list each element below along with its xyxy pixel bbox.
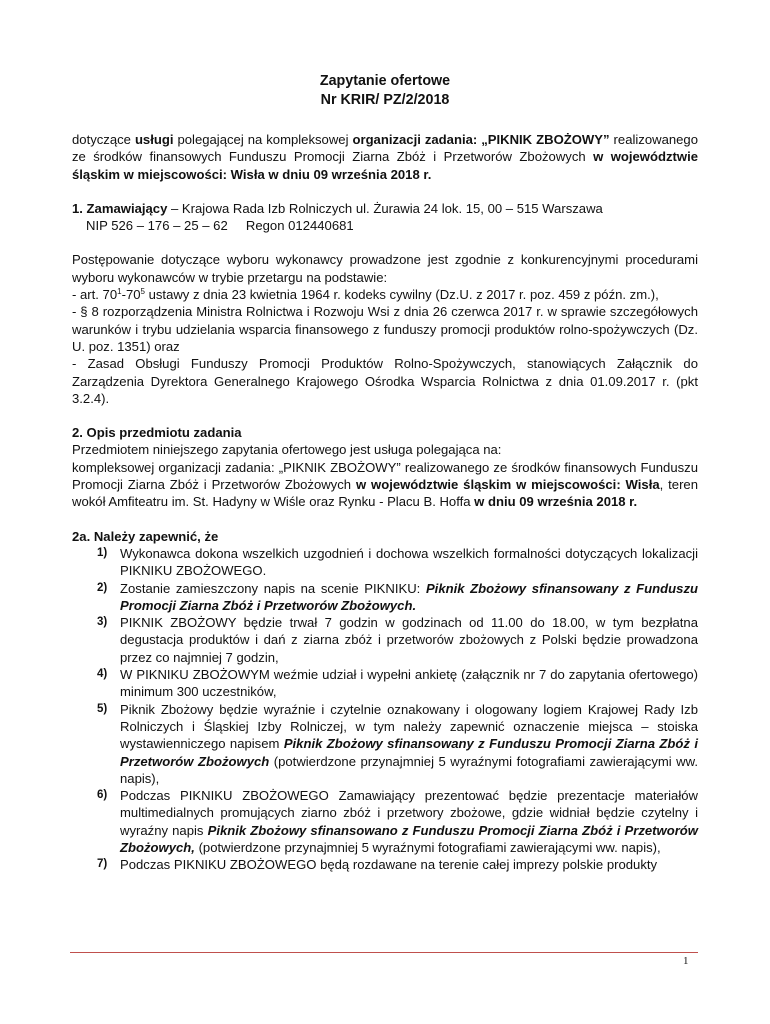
section-2-line-1: Przedmiotem niniejszego zapytania ofertowego jest usługa polegająca na: <box>72 442 502 458</box>
list-item-text: Piknik Zbożowy będzie wyraźnie i czytelnie oznakowany i ologowany logiem Krajowej Rady Izb Rolniczych i Śląskiej Izby Rolniczej, w tym należy zapewnić oznaczenie miejsca – stoiska wystawienniczego napisem <box>120 701 698 752</box>
intro-t2: usługi <box>134 132 174 147</box>
section-2-paragraph <box>72 459 698 511</box>
document-page <box>72 72 698 874</box>
page-number: 1 <box>683 955 689 967</box>
section-1-line-2: NIP 526 – 176 – 25 – 62 Regon 012440681 <box>86 218 354 234</box>
list-item-text: Wykonawca dokona wszelkich uzgodnień i dochowa wszelkich formalności dotyczących lokalizacji PIKNIKU ZBOŻOWEGO. <box>120 545 698 579</box>
section-2-t2: w województwie śląskim w miejscowości: Wisła <box>355 477 660 493</box>
list-item-emphasis: Piknik Zbożowy sfinansowany z Funduszu Promocji Ziarna Zbóż i Przetworów Zbożowych <box>120 736 698 769</box>
document-title <box>72 72 698 110</box>
footer-divider <box>70 952 698 953</box>
list-item-emphasis: Piknik Zbożowy sfinansowano z Funduszu Promocji Ziarna Zbóż i Przetworów Zbożowych, <box>120 822 698 855</box>
intro-t4: organizacji zadania: „PIKNIK ZBOŻOWY” <box>352 132 610 147</box>
procedure-p2a: - art. 70 <box>72 287 118 303</box>
list-item-number: 6) <box>97 789 108 802</box>
list-item-number: 2) <box>97 581 108 594</box>
intro-t1: dotyczące <box>72 132 135 147</box>
section-2a-heading: 2a. Należy zapewnić, że <box>72 528 219 544</box>
list-item-number: 4) <box>97 668 108 681</box>
section-2 <box>72 424 698 510</box>
list-item <box>72 701 698 787</box>
section-2-t3: , teren wokół Amfiteatru im. St. Hadyny w Wiśle oraz Rynku - Placu B. Hoffa <box>72 477 698 510</box>
list-item-text-end: (potwierdzone przynajmniej 5 wyraźnymi fotografiami zawierającymi ww. napis), <box>194 839 661 855</box>
list-item-text: Podczas PIKNIKU ZBOŻOWEGO Zamawiający prezentować będzie prezentacje materiałów multimedialnych promujących ziarno zbóż i przetwory zbożowe, gdzie widniał będzie czytelny i wyraźny napis <box>120 788 698 838</box>
procedure-p2-sup2: 5 <box>140 287 145 297</box>
section-2-heading: 2. Opis przedmiotu zadania <box>72 425 242 441</box>
list-item-text-end: (potwierdzone przynajmniej 5 wyraźnymi fotografiami zawierającymi ww. napis), <box>120 753 698 786</box>
intro-paragraph <box>72 131 698 183</box>
list-item <box>72 545 698 580</box>
procedure-p1: Postępowanie dotyczące wyboru wykonawcy prowadzone jest zgodnie z konkurencyjnymi procedurami wyboru wykonawców w trybie przetargu na podstawie: <box>72 252 698 285</box>
section-2-t4: w dniu 09 września 2018 r. <box>474 494 638 510</box>
intro-t3: polegającej na kompleksowej <box>173 132 353 147</box>
procedure-p4: - Zasad Obsługi Funduszy Promocji Produktów Rolno-Spożywczych, stanowiących Załącznik do Zarządzenia Dyrektora Generalnego Krajowego Ośrodka Wsparcia Rolnictwa z dnia 01.09.2017 r. (pkt 3.2.4). <box>72 356 698 406</box>
procedure-p2-sup1: 1 <box>117 287 122 297</box>
intro-t6: w województwie śląskim w miejscowości: Wisła w dniu 09 września 2018 r. <box>72 149 699 182</box>
list-item <box>72 856 698 873</box>
list-item-number: 5) <box>97 702 108 715</box>
section-2a <box>72 528 698 874</box>
title-line-2: Nr KRIR/ PZ/2/2018 <box>320 92 450 108</box>
procedure-p2b: -70 <box>121 287 141 303</box>
procedure-p2 <box>72 286 698 303</box>
list-item <box>72 666 698 701</box>
procedure-block <box>72 251 698 407</box>
section-1-heading: 1. Zamawiający <box>72 200 168 216</box>
procedure-p2c: ustawy z dnia 23 kwietnia 1964 r. kodeks cywilny (Dz.U. z 2017 r. poz. 459 z późn. zm.), <box>144 287 659 303</box>
list-item-number: 3) <box>97 616 108 629</box>
requirements-list <box>72 545 698 874</box>
list-item <box>72 614 698 666</box>
title-line-1: Zapytanie ofertowe <box>319 73 451 89</box>
procedure-p3: - § 8 rozporządzenia Ministra Rolnictwa i Rozwoju Wsi z dnia 26 czerwca 2017 r. w sprawie szczegółowych warunków i trybu udzielania wsparcia finansowego z funduszy promocji produktów rolno-spożywczych (Dz. U. poz. 1351) oraz <box>72 304 698 354</box>
list-item-emphasis: Piknik Zbożowy sfinansowany z Funduszu Promocji Ziarna Zbóż i Przetworów Zbożowych. <box>120 580 698 613</box>
list-item <box>72 580 698 615</box>
section-1 <box>72 200 698 235</box>
list-item-number: 7) <box>97 858 108 871</box>
list-item-text: Zostanie zamieszczony napis na scenie PIKNIKU: <box>120 580 426 596</box>
intro-t5: realizowanego ze środków finansowych Funduszu Promocji Ziarna Zbóż i Przetworów Zbożowych <box>72 132 698 165</box>
section-2-t1: kompleksowej organizacji zadania: „PIKNIK ZBOŻOWY” realizowanego ze środków finansowych Funduszu Promocji Ziarna Zbóż i Przetworów Zbożowych <box>72 459 698 493</box>
section-1-line-1: – Krajowa Rada Izb Rolniczych ul. Żurawia 24 lok. 15, 00 – 515 Warszawa <box>167 200 603 216</box>
list-item-text: Podczas PIKNIKU ZBOŻOWEGO będą rozdawane na terenie całej imprezy polskie produkty <box>120 857 658 873</box>
list-item <box>72 787 698 856</box>
list-item-text: W PIKNIKU ZBOŻOWYM weźmie udział i wypełni ankietę (załącznik nr 7 do zapytania ofertowego) minimum 300 uczestników, <box>120 667 698 700</box>
list-item-text: PIKNIK ZBOŻOWY będzie trwał 7 godzin w godzinach od 11.00 do 18.00, w tym bezpłatna degustacja produktów i dań z ziarna zbóż i przetworów zbożowych z Polski będzie prowadzona przez co najmniej 7 godzin, <box>120 615 698 665</box>
list-item-number: 1) <box>97 546 108 559</box>
